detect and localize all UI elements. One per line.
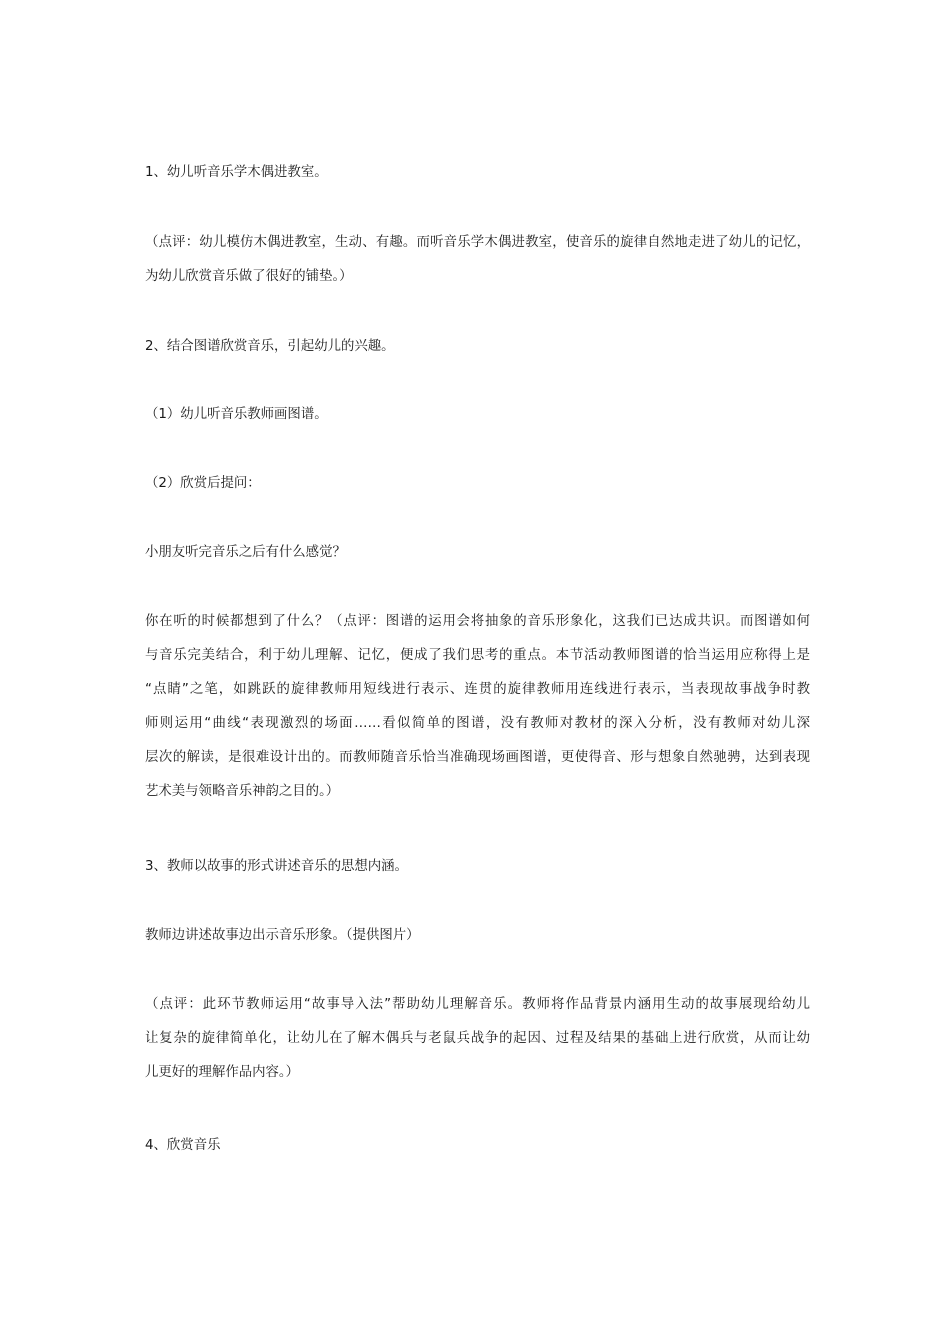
text-line: 艺术美与领略音乐神韵之目的。） (145, 784, 340, 799)
text-line: 师则运用“曲线“表现激烈的场面……看似简单的图谱，没有教师对教材的深入分析，没有教师对幼儿深 (145, 716, 810, 731)
text-line: 层次的解读，是很难设计出的。而教师随音乐恰当准确现场画图谱，更使得音、形与想象自然驰骋，达到表现 (145, 750, 810, 765)
text-line: “点睛”之笔，如跳跃的旋律教师用短线进行表示、连贯的旋律教师用连线进行表示，当表现故事战争时教 (145, 682, 810, 697)
text-line: 与音乐完美结合，利于幼儿理解、记忆，便成了我们思考的重点。本节活动教师图谱的恰当运用应称得上是 (145, 648, 810, 663)
paragraph-comment-3 (145, 988, 810, 1090)
text-line: 小朋友听完音乐之后有什么感觉？ (145, 545, 346, 560)
paragraph-story (145, 919, 810, 953)
paragraph-step-4 (145, 1129, 810, 1163)
text-line: 3、教师以故事的形式讲述音乐的思想内涵。 (145, 859, 408, 874)
paragraph-step-2-2 (145, 467, 810, 501)
text-line: 4、欣赏音乐 (145, 1138, 221, 1153)
text-line: 儿更好的理解作品内容。） (145, 1065, 299, 1080)
text-line: 让复杂的旋律简单化，让幼儿在了解木偶兵与老鼠兵战争的起因、过程及结果的基础上进行欣赏，从而让幼 (145, 1031, 810, 1046)
paragraph-step-2 (145, 330, 810, 364)
text-line: （点评：幼儿模仿木偶进教室，生动、有趣。而听音乐学木偶进教室，使音乐的旋律自然地走进了幼儿的记忆， (145, 235, 810, 250)
text-line: 为幼儿欣赏音乐做了很好的铺垫。） (145, 269, 353, 284)
paragraph-step-3 (145, 850, 810, 884)
text-line: （点评：此环节教师运用“故事导入法”帮助幼儿理解音乐。教师将作品背景内涵用生动的故事展现给幼儿 (145, 997, 810, 1012)
text-line: （2）欣赏后提问： (145, 476, 261, 491)
paragraph-question-1 (145, 536, 810, 570)
text-line: （1）幼儿听音乐教师画图谱。 (145, 407, 328, 422)
text-line: 你在听的时候都想到了什么？（点评：图谱的运用会将抽象的音乐形象化，这我们已达成共识。而图谱如何 (145, 614, 810, 629)
text-line: 教师边讲述故事边出示音乐形象。（提供图片） (145, 928, 420, 943)
paragraph-question-2-comment (145, 605, 810, 809)
paragraph-step-1 (145, 156, 810, 190)
paragraph-step-2-1 (145, 398, 810, 432)
paragraph-comment-1 (145, 226, 810, 294)
text-line: 2、结合图谱欣赏音乐，引起幼儿的兴趣。 (145, 339, 395, 354)
text-line: 1、幼儿听音乐学木偶进教室。 (145, 165, 328, 180)
